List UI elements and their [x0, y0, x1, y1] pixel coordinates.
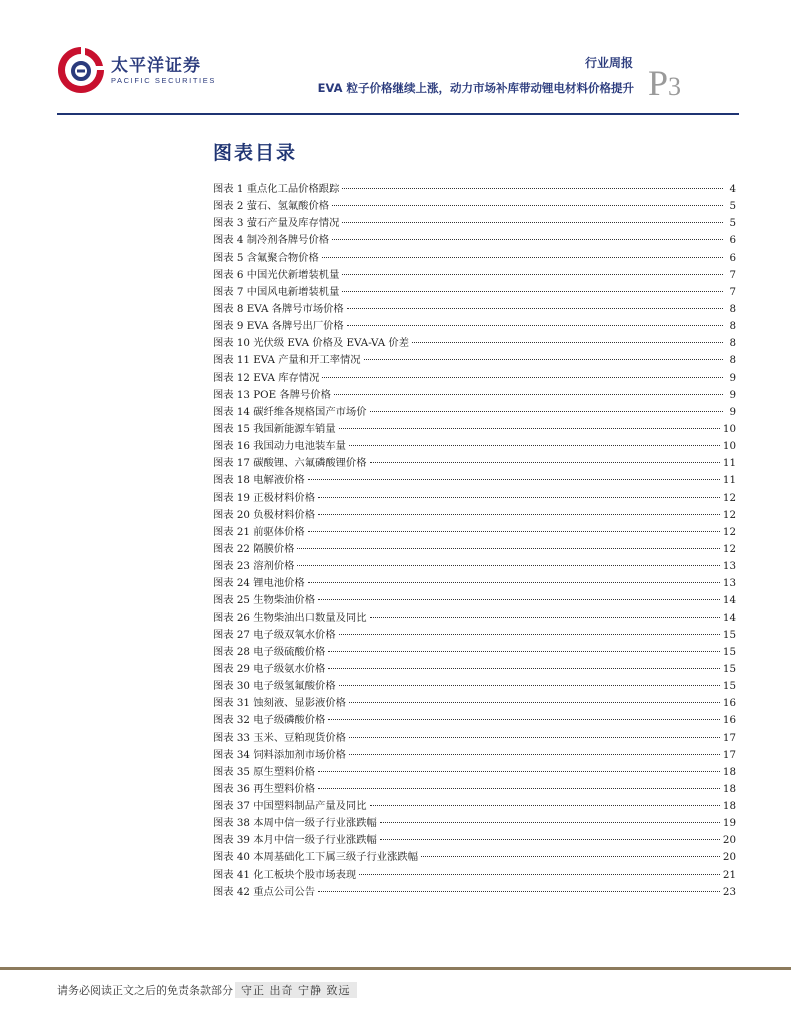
toc-item[interactable] — [213, 798, 736, 815]
toc-item[interactable] — [213, 284, 736, 301]
toc-item-label: 图表 11 EVA 产量和开工率情况 — [213, 354, 361, 367]
toc-leader-dots — [332, 205, 723, 206]
toc-item-page: 17 — [722, 748, 736, 761]
toc-leader-dots — [349, 737, 720, 738]
toc-item-page: 14 — [722, 594, 736, 607]
company-logo — [55, 44, 107, 96]
toc-leader-dots — [339, 634, 720, 635]
toc-item-page: 10 — [722, 422, 736, 435]
toc-item-label: 图表 6 中国光伏新增装机量 — [213, 268, 340, 281]
toc-leader-dots — [370, 462, 720, 463]
toc-leader-dots — [380, 822, 720, 823]
toc-item[interactable] — [213, 181, 736, 198]
toc-item-label: 图表 42 重点公司公告 — [213, 885, 316, 898]
toc-item-page: 8 — [729, 302, 736, 315]
toc-item-label: 图表 29 电子级氨水价格 — [213, 662, 326, 675]
toc-item-page: 18 — [722, 800, 736, 813]
toc-item-page: 16 — [722, 697, 736, 710]
toc-leader-dots — [421, 856, 720, 857]
toc-item-label: 图表 25 生物柴油价格 — [213, 594, 316, 607]
toc-leader-dots — [349, 754, 720, 755]
toc-item-label: 图表 12 EVA 库存情况 — [213, 371, 320, 384]
toc-leader-dots — [322, 377, 723, 378]
toc-item-label: 图表 15 我国新能源车销量 — [213, 422, 336, 435]
toc-leader-dots — [370, 617, 720, 618]
toc-item-label: 图表 2 萤石、氢氟酸价格 — [213, 200, 330, 213]
toc-item-label: 图表 16 我国动力电池装车量 — [213, 440, 346, 453]
toc-item-label: 图表 13 POE 各牌号价格 — [213, 388, 331, 401]
toc-item[interactable] — [213, 438, 736, 455]
toc-item[interactable] — [213, 781, 736, 798]
toc-item[interactable] — [213, 541, 736, 558]
toc-item-page: 11 — [722, 457, 736, 470]
toc-item-label: 图表 34 饲料添加剂市场价格 — [213, 748, 346, 761]
brand-name-en: PACIFIC SECURITIES — [111, 76, 216, 85]
toc-item-label: 图表 1 重点化工品价格跟踪 — [213, 183, 340, 195]
toc-leader-dots — [339, 428, 720, 429]
toc-item-page: 5 — [729, 200, 736, 213]
toc-item-page: 10 — [722, 440, 736, 453]
toc-item-page: 15 — [722, 645, 736, 658]
toc-item-page: 20 — [722, 834, 736, 847]
toc-leader-dots — [347, 325, 723, 326]
toc-leader-dots — [318, 788, 720, 789]
toc-leader-dots — [297, 565, 719, 566]
toc-leader-dots — [318, 497, 720, 498]
toc-item[interactable] — [213, 524, 736, 541]
toc-leader-dots — [370, 805, 720, 806]
toc-item[interactable] — [213, 250, 736, 267]
toc-item-label: 图表 27 电子级双氧水价格 — [213, 628, 336, 641]
toc-leader-dots — [332, 239, 723, 240]
toc-leader-dots — [308, 479, 720, 480]
toc-item-page: 6 — [729, 251, 736, 264]
toc-item[interactable] — [213, 832, 736, 849]
toc-item-page: 7 — [729, 268, 736, 281]
toc-item-label: 图表 38 本周中信一级子行业涨跌幅 — [213, 817, 377, 830]
toc-leader-dots — [318, 599, 720, 600]
toc-item-page: 9 — [729, 371, 736, 384]
toc-item[interactable] — [213, 215, 736, 232]
toc-item-label: 图表 3 萤石产量及库存情况 — [213, 217, 340, 230]
toc-leader-dots — [318, 891, 720, 892]
toc-item[interactable] — [213, 507, 736, 524]
disclaimer-text: 请务必阅读正文之后的免责条款部分 — [57, 984, 233, 997]
toc-item-label: 图表 14 碳纤维各规格国产市场价 — [213, 405, 367, 418]
toc-item[interactable] — [213, 232, 736, 249]
toc-item-page: 9 — [729, 388, 736, 401]
footer-disclaimer — [57, 982, 357, 998]
toc-item[interactable] — [213, 370, 736, 387]
toc-item-page: 12 — [722, 542, 736, 555]
toc-item[interactable] — [213, 815, 736, 832]
toc-leader-dots — [328, 719, 720, 720]
toc-leader-dots — [412, 342, 723, 343]
toc-item[interactable] — [213, 867, 736, 884]
toc-item-page: 4 — [729, 183, 736, 195]
toc-item-page: 15 — [722, 662, 736, 675]
toc-item-page: 12 — [722, 525, 736, 538]
toc-item-label: 图表 40 本周基础化工下属三级子行业涨跌幅 — [213, 851, 418, 864]
page-prefix: P — [648, 63, 669, 103]
toc-title: 图表目录 — [213, 142, 298, 164]
toc-leader-dots — [308, 531, 720, 532]
toc-item[interactable] — [213, 661, 736, 678]
toc-item[interactable] — [213, 301, 736, 318]
toc-item-label: 图表 5 含氟聚合物价格 — [213, 251, 319, 264]
toc-item[interactable] — [213, 747, 736, 764]
toc-item-page: 13 — [722, 560, 736, 573]
toc-item[interactable] — [213, 421, 736, 438]
toc-item-page: 19 — [722, 817, 736, 830]
toc-item-page: 11 — [722, 474, 736, 487]
toc-item-page: 18 — [722, 782, 736, 795]
toc-item[interactable] — [213, 558, 736, 575]
toc-item-label: 图表 17 碳酸锂、六氟磷酸锂价格 — [213, 457, 367, 470]
toc-item-page: 7 — [729, 285, 736, 298]
toc-leader-dots — [364, 359, 723, 360]
toc-leader-dots — [308, 582, 720, 583]
toc-leader-dots — [349, 702, 720, 703]
toc-item-label: 图表 26 生物柴油出口数量及同比 — [213, 611, 367, 624]
toc-item[interactable] — [213, 610, 736, 627]
toc-item-label: 图表 31 蚀刻液、显影液价格 — [213, 697, 346, 710]
toc-item-label: 图表 10 光伏级 EVA 价格及 EVA-VA 价差 — [213, 337, 409, 350]
toc-item-label: 图表 4 制冷剂各牌号价格 — [213, 234, 330, 247]
toc-item[interactable] — [213, 198, 736, 215]
toc-item-label: 图表 35 原生塑料价格 — [213, 765, 316, 778]
toc-item-label: 图表 8 EVA 各牌号市场价格 — [213, 302, 344, 315]
toc-item-page: 15 — [722, 628, 736, 641]
toc-leader-dots — [342, 222, 723, 223]
toc-item[interactable] — [213, 627, 736, 644]
toc-item-label: 图表 21 前驱体价格 — [213, 525, 305, 538]
toc-item-page: 15 — [722, 680, 736, 693]
toc-item[interactable] — [213, 730, 736, 747]
toc-item-label: 图表 32 电子级磷酸价格 — [213, 714, 326, 727]
toc-leader-dots — [342, 291, 723, 292]
toc-item-page: 8 — [729, 320, 736, 333]
toc-leader-dots — [342, 188, 723, 189]
toc-item-page: 5 — [729, 217, 736, 230]
toc-item[interactable] — [213, 695, 736, 712]
report-subtitle: EVA 粒子价格继续上涨，动力市场补库带动锂电材料价格提升 — [317, 81, 634, 95]
page-number-mark — [648, 62, 681, 104]
toc-leader-dots — [328, 651, 720, 652]
toc-item[interactable] — [213, 472, 736, 489]
toc-item-label: 图表 20 负极材料价格 — [213, 508, 316, 521]
toc-item[interactable] — [213, 352, 736, 369]
page-number: 3 — [668, 72, 682, 101]
toc-leader-dots — [370, 411, 723, 412]
brand-name-cn: 太平洋证券 — [111, 56, 201, 76]
toc-item[interactable] — [213, 490, 736, 507]
toc-item-label: 图表 22 隔膜价格 — [213, 542, 295, 555]
toc-item[interactable] — [213, 678, 736, 695]
toc-item-page: 8 — [729, 354, 736, 367]
toc-item[interactable] — [213, 764, 736, 781]
toc-item-label: 图表 19 正极材料价格 — [213, 491, 316, 504]
toc-item[interactable] — [213, 592, 736, 609]
toc-item-page: 8 — [729, 337, 736, 350]
toc-item-page: 17 — [722, 731, 736, 744]
toc-leader-dots — [359, 874, 720, 875]
toc-item-page: 13 — [722, 577, 736, 590]
toc-leader-dots — [380, 839, 720, 840]
logo-mark-icon — [55, 44, 107, 96]
toc-item[interactable] — [213, 318, 736, 335]
toc-item-page: 12 — [722, 508, 736, 521]
toc-item[interactable] — [213, 335, 736, 352]
toc-item[interactable] — [213, 404, 736, 421]
toc-item-label: 图表 7 中国风电新增装机量 — [213, 285, 340, 298]
toc-leader-dots — [347, 308, 723, 309]
toc-item-label: 图表 24 锂电池价格 — [213, 577, 305, 590]
brand-block — [111, 57, 216, 85]
toc-item-label: 图表 28 电子级硫酸价格 — [213, 645, 326, 658]
toc-leader-dots — [334, 394, 723, 395]
toc-item[interactable] — [213, 455, 736, 472]
toc-item-label: 图表 39 本月中信一级子行业涨跌幅 — [213, 834, 377, 847]
report-type: 行业周报 — [584, 56, 633, 70]
toc-item-page: 12 — [722, 491, 736, 504]
toc-item-page: 16 — [722, 714, 736, 727]
toc-item-label: 图表 9 EVA 各牌号出厂价格 — [213, 320, 344, 333]
toc-item[interactable] — [213, 712, 736, 729]
toc-item-page: 23 — [722, 885, 736, 898]
toc-leader-dots — [328, 668, 720, 669]
footer-divider — [0, 967, 791, 970]
company-motto: 守正 出奇 宁静 致远 — [235, 982, 357, 998]
toc-leader-dots — [339, 685, 720, 686]
toc-item-page: 20 — [722, 851, 736, 864]
toc-leader-dots — [349, 445, 720, 446]
toc-item-label: 图表 41 化工板块个股市场表现 — [213, 868, 357, 881]
toc-item[interactable] — [213, 849, 736, 866]
toc-item-label: 图表 33 玉米、豆粕现货价格 — [213, 731, 346, 744]
toc-item[interactable] — [213, 387, 736, 404]
toc-leader-dots — [342, 274, 723, 275]
toc-item-label: 图表 36 再生塑料价格 — [213, 782, 316, 795]
toc-item-page: 6 — [729, 234, 736, 247]
header-divider — [57, 113, 739, 115]
toc-leader-dots — [322, 257, 723, 258]
toc-leader-dots — [318, 514, 720, 515]
toc-item-page: 21 — [722, 868, 736, 881]
toc-item[interactable] — [213, 884, 736, 901]
toc-list — [213, 181, 736, 901]
toc-item-page: 9 — [729, 405, 736, 418]
toc-item[interactable] — [213, 644, 736, 661]
toc-item-label: 图表 18 电解液价格 — [213, 474, 305, 487]
toc-item[interactable] — [213, 575, 736, 592]
toc-leader-dots — [318, 771, 720, 772]
toc-item[interactable] — [213, 267, 736, 284]
toc-item-label: 图表 23 溶剂价格 — [213, 560, 295, 573]
toc-item-page: 18 — [722, 765, 736, 778]
toc-leader-dots — [297, 548, 719, 549]
toc-item-label: 图表 37 中国塑料制品产量及同比 — [213, 800, 367, 813]
toc-item-label: 图表 30 电子级氢氟酸价格 — [213, 680, 336, 693]
toc-item-page: 14 — [722, 611, 736, 624]
